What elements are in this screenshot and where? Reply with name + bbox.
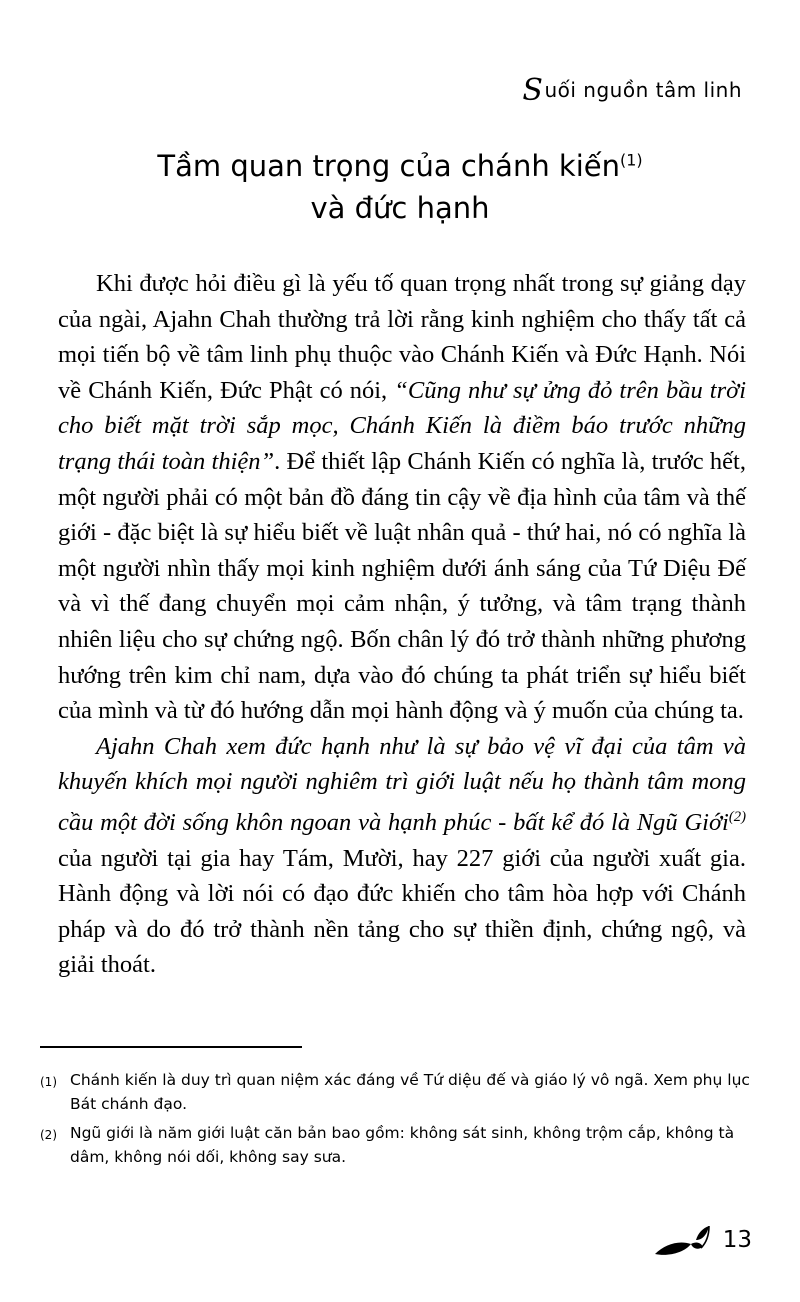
footnote-2 <box>40 1121 752 1169</box>
paragraph-2-italic: Ajahn Chah xem đức hạnh như là sự bảo vệ vĩ đại của tâm và khuyến khích mọi người nghiêm trì giới luật nếu họ thành tâm mong cầu một đời sống khôn ngoan và hạnh phúc - bất kể đó là Ngũ Giới <box>58 732 746 837</box>
footnote-2-text: Ngũ giới là năm giới luật căn bản bao gồm: không sát sinh, không trộm cắp, không tà dâm, không nói dối, không say sưa. <box>70 1124 735 1166</box>
footnote-1 <box>40 1068 752 1116</box>
footnote-2-marker: (2) <box>40 1128 57 1142</box>
footnote-1-text: Chánh kiến là duy trì quan niệm xác đáng về Tứ diệu đế và giáo lý vô ngã. Xem phụ lục Bát chánh đạo. <box>70 1071 750 1113</box>
running-head <box>522 73 742 108</box>
title-line-2: và đức hạnh <box>310 191 490 226</box>
paragraph-2-rest: của người tại gia hay Tám, Mười, hay 227 giới của người xuất gia. Hành động và lời nói có đạo đức khiến cho tâm hòa hợp với Chánh pháp và do đó trở thành nền tảng cho sự thiền định, chứng ngộ, và giải thoát. <box>58 844 746 979</box>
leaf-ornament-icon <box>651 1224 717 1258</box>
footnote-separator <box>40 1046 302 1048</box>
page-title <box>0 145 800 229</box>
paragraph-2-footnote-marker: (2) <box>728 808 746 825</box>
title-line-1-text: Tầm quan trọng của chánh kiến <box>157 149 621 183</box>
paragraph-1-quote: “Cũng như sự ửng đỏ trên bầu trời cho biết mặt trời sắp mọc, Chánh Kiến là điềm báo trước những trạng thái toàn thiện” <box>58 376 746 475</box>
title-line-1 <box>0 145 800 187</box>
paragraph-1-part-2: . Để thiết lập Chánh Kiến có nghĩa là, trước hết, một người phải có một bản đồ đáng tin cậy về địa hình của tâm và thế giới - đặc biệt là sự hiểu biết về luật nhân quả - thứ hai, nó có nghĩa là một người nhìn thấy mọi kinh nghiệm dưới ánh sáng của Tứ Diệu Đế và vì thế đang chuyển mọi cảm nhận, ý tưởng, và tâm trạng thành nhiên liệu cho sự chứng ngộ. Bốn chân lý đó trở thành những phương hướng trên kim chỉ nam, dựa vào đó chúng ta phát triển sự hiểu biết của mình và từ đó hướng dẫn mọi hành động và ý muốn của chúng ta. <box>58 447 746 725</box>
body-text <box>58 266 746 983</box>
paragraph-2 <box>58 729 746 983</box>
footnotes <box>40 1068 752 1174</box>
running-head-text: uối nguồn tâm linh <box>544 78 742 102</box>
page-number: 13 <box>722 1227 752 1253</box>
paragraph-1-part-1: Khi được hỏi điều gì là yếu tố quan trọng nhất trong sự giảng dạy của ngài, Ajahn Chah thường trả lời rằng kinh nghiệm cho thấy tất cả mọi tiến bộ về tâm linh phụ thuộc vào Chánh Kiến và Đức Hạnh. Nói về Chánh Kiến, Đức Phật có nói, <box>58 270 746 404</box>
running-head-initial: S <box>522 73 544 108</box>
paragraph-1 <box>58 266 746 729</box>
title-footnote-marker: (1) <box>620 150 643 170</box>
footnote-1-marker: (1) <box>40 1075 57 1089</box>
page-footer <box>651 1220 752 1254</box>
